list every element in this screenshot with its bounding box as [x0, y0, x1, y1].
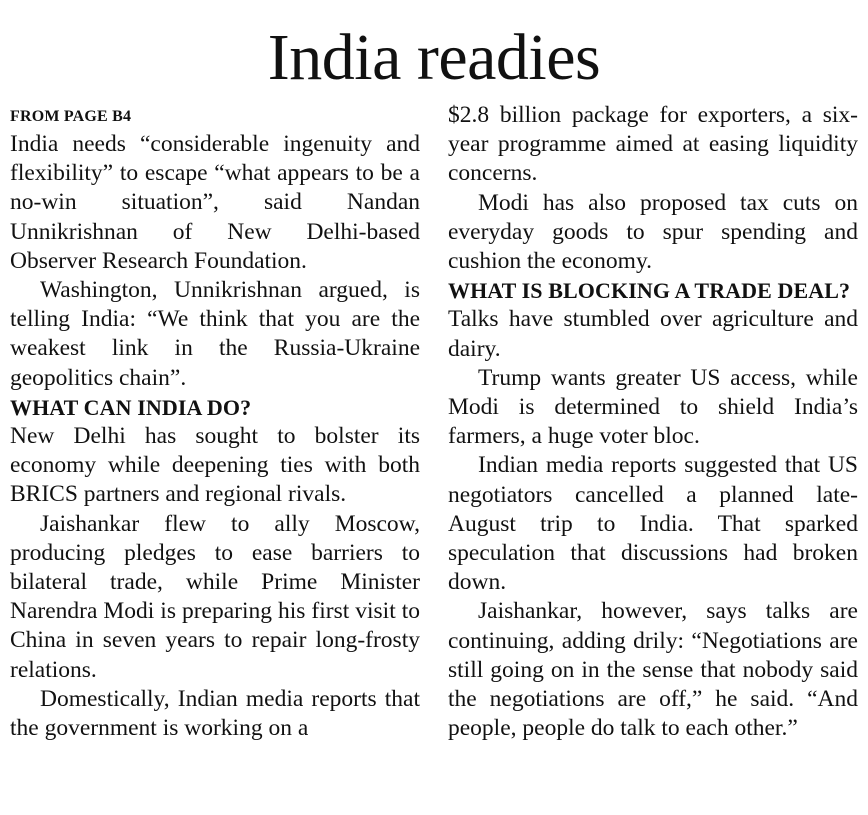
paragraph: New Delhi has sought to bolster its economy while deepening ties with both BRICS partners and regional rivals.	[10, 423, 420, 508]
left-column	[10, 104, 420, 743]
paragraph: Jaishankar, however, says talks are continuing, adding drily: “Negotiations are still going on in the sense that nobody said the negotiations are off,” he said. “And people, people do talk to each other.”	[448, 598, 858, 742]
paragraph: Domestically, Indian media reports that the government is working on a	[10, 685, 420, 742]
paragraph: Washington, Unnikrishnan argued, is telling India: “We think that you are the weakest link in the Russia-Ukraine geopolitics chain”.	[10, 277, 420, 391]
continuation-kicker: FROM PAGE B4	[10, 108, 132, 125]
paragraph: Indian media reports suggested that US negotiators cancelled a planned late-August trip to India. That sparked speculation that discussions had broken down.	[448, 452, 858, 596]
paragraph: Jaishankar flew to ally Moscow, producing pledges to ease barriers to bilateral trade, while Prime Minister Narendra Modi is preparing his first visit to China in seven years to repair long-frosty relations.	[10, 510, 420, 683]
paragraph: India needs “considerable ingenuity and flexibility” to escape “what appears to be a no-win situation”, said Nandan Unnikrishnan of New Delhi-based Observer Research Foundation.	[10, 131, 420, 274]
subheading: WHAT IS BLOCKING A TRADE DEAL?	[448, 278, 851, 304]
paragraph: Talks have stumbled over agriculture and dairy.	[448, 306, 858, 362]
right-column	[448, 101, 858, 743]
subheading: WHAT CAN INDIA DO?	[10, 394, 252, 420]
paragraph: $2.8 billion package for exporters, a six-year programme aimed at easing liquidity concerns.	[448, 102, 858, 187]
headline: India readies	[267, 21, 601, 94]
paragraph: Trump wants greater US access, while Modi is determined to shield India’s farmers, a huge voter bloc.	[448, 364, 858, 450]
paragraph: Modi has also proposed tax cuts on everyday goods to spur spending and cushion the economy.	[448, 189, 858, 275]
